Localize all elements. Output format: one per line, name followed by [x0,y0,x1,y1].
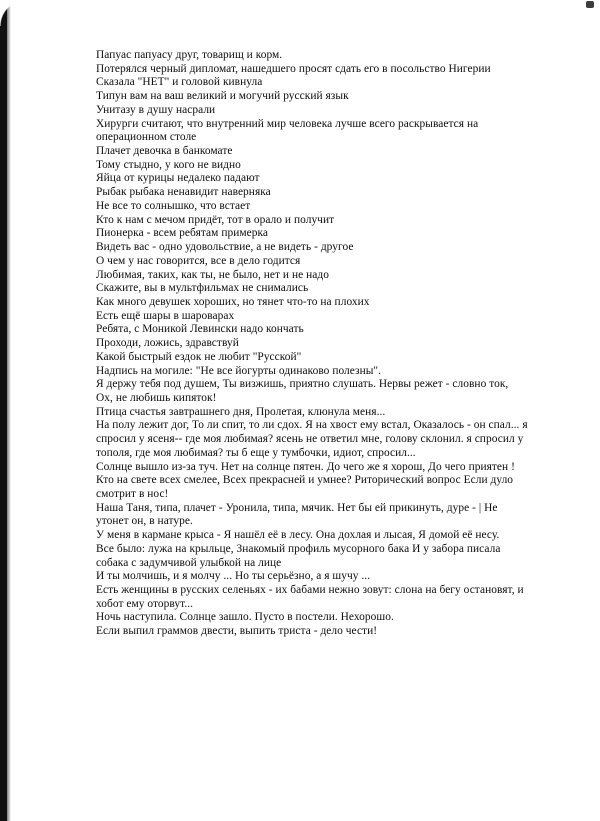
document-line: Видеть вас - одно удовольствие, а не видеть - другое [96,241,354,254]
document-line: Проходи, ложись, здравствуй [96,337,239,350]
document-line: Ребята, с Моникой Левински надо кончать [96,323,304,336]
document-line: На полу лежит дог, То ли спит, то ли сдох. Я на хвост ему встал, Оказалось - он спал... я спросил у ясеня-- где моя любимая? ясень не ответил мне, голову склонил. я спросил у тополя, где моя любимая? ты б еще у тумбочки, идиот, спросил... [96,419,531,459]
document-line: У меня в кармане крыса - Я нашёл её в лесу. Она дохлая и лысая, Я домой её несу. [96,529,500,542]
document-line: Если выпил граммов двести, выпить триста - дело чести! [96,625,378,638]
document-line: Наша Таня, типа, плачет - Уронила, типа, мячик. Нет бы ей прикинуть, дуре - | Не утонет он, в натуре. [96,501,501,528]
document-line: Тому стыдно, у кого не видно [96,158,241,171]
document-line: Любимая, таких, как ты, не было, нет и не надо [96,268,329,281]
scan-rounded-corner-top-left [0,0,26,26]
document-line: Унитазу в душу насрали [96,103,216,116]
document-line: Есть женщины в русских селеньях - их бабами нежно зовут: слона на бегу остановят, и хобот ему оторвут... [96,584,527,610]
document-line: Плачет девочка в банкомате [96,145,233,158]
document-line: Какой быстрый ездок не любит "Русской" [96,350,302,363]
document-line: Есть ещё шары в шароварах [96,309,235,322]
document-line: Я держу тебя под душем, Ты визжишь, приятно слушать. Нервы режет - словно ток, Ох, не любишь кипяток! [96,378,512,404]
document-line: Как много девушек хороших, но тянет что-то на плохих [96,295,370,308]
document-line: Кто на свете всех смелее, Всех прекрасней и умнее? Риторический вопрос Если дуло смотрит в нос! [96,474,516,500]
document-line: Кто к нам с мечом придёт, тот в орало и получит [96,213,335,226]
document-line: Все было: лужа на крыльце, Знакомый профиль мусорного бака И у забора писала собака с задумчивой улыбкой на лице [96,542,504,569]
document-line: И ты молчишь, и я молчу ... Но ты серьёзно, а я шучу ... [96,570,371,583]
document-line: Папуас папуасу друг, товарищ и корм. [96,49,283,61]
document-line: Типун вам на ваш великий и могучий русский язык [96,90,349,103]
document-line: Птица счастья завтрашнего дня, Пролетая, клюнула меня... [96,405,386,418]
document-line: Солнце вышло из-за туч. Нет на солнце пятен. До чего же я хорош, До чего приятен ! [96,460,515,473]
document-line: Яйца от курицы недалеко падают [96,172,260,185]
document-text-body [96,49,531,639]
scan-left-edge-shadow [7,0,11,821]
document-line: Потерялся черный дипломат, нашедшего просят сдать его в посольство Нигерии [96,62,491,75]
document-line: Хирурги считают, что внутренний мир человека лучше всего раскрывается на операционном столе [96,117,482,144]
document-line: Не все то солнышко, что встает [96,199,251,212]
document-line: Рыбак рыбака ненавидит наверняка [96,186,271,199]
document-line: Ночь наступила. Солнце зашло. Пусто в постели. Нехорошо. [96,611,394,624]
document-line: Скажите, вы в мультфильмах не снимались [96,282,309,295]
document-line: Пионерка - всем ребятам примерка [96,227,268,240]
scan-mark-top-right [586,1,594,8]
document-line: Сказала "НЕТ" и головой кивнула [96,76,263,89]
scan-left-edge-artifact [0,0,7,821]
document-line: О чем у нас говорится, все в дело годится [96,254,301,267]
document-line: Надпись на могиле: "Не все йогурты одинаково полезны". [96,364,382,377]
